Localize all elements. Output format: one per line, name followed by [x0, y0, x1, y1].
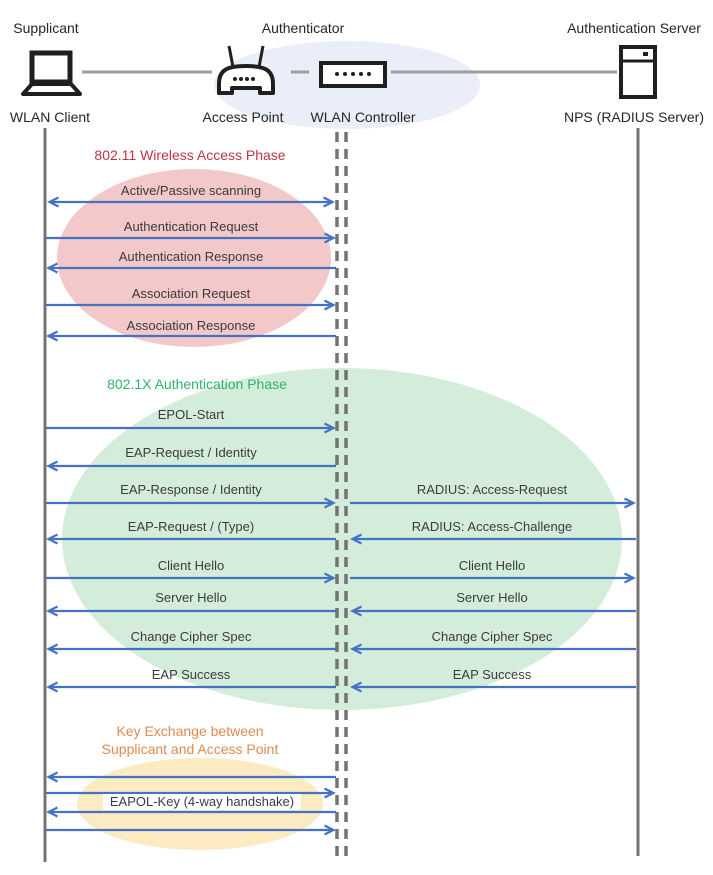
- phase3-title-line1: Key Exchange between: [116, 723, 264, 739]
- message-label: EPOL-Start: [157, 407, 225, 422]
- role-supplicant: Supplicant: [13, 20, 79, 36]
- message-label: EAP-Response / Identity: [120, 482, 262, 497]
- message-label-eapol-key: EAPOL-Key (4-way handshake): [103, 794, 301, 810]
- phase2-title: 802.1X Authentication Phase: [107, 376, 287, 392]
- message-label: Client Hello: [458, 558, 526, 573]
- device-access-point: Access Point: [202, 109, 284, 125]
- message-label: Server Hello: [456, 590, 528, 605]
- role-authentication-server: Authentication Server: [567, 20, 701, 36]
- laptop-icon: [23, 53, 80, 94]
- phase3-title-line2: Supplicant and Access Point: [101, 741, 279, 757]
- message-label: Change Cipher Spec: [431, 629, 553, 644]
- message-label: EAP Success: [151, 667, 231, 682]
- message-label: RADIUS: Access-Request: [416, 482, 568, 497]
- message-label: Change Cipher Spec: [130, 629, 252, 644]
- role-authenticator: Authenticator: [261, 20, 345, 36]
- message-label: Active/Passive scanning: [120, 183, 262, 198]
- message-label: EAP-Request / (Type): [127, 519, 255, 534]
- message-label: Client Hello: [157, 558, 225, 573]
- message-label: EAP-Request / Identity: [125, 445, 257, 460]
- wlan-controller-icon: [321, 63, 385, 86]
- message-label: Authentication Request: [123, 219, 259, 234]
- device-nps-radius-server: NPS (RADIUS Server): [563, 109, 705, 125]
- message-label: Authentication Response: [118, 249, 264, 264]
- device-wlan-client: WLAN Client: [9, 109, 91, 125]
- message-label: Association Request: [131, 286, 251, 301]
- message-label: Association Response: [126, 318, 256, 333]
- phase1-title: 802.11 Wireless Access Phase: [94, 147, 286, 163]
- message-label: Server Hello: [155, 590, 227, 605]
- server-icon: [621, 47, 655, 97]
- message-label: RADIUS: Access-Challenge: [411, 519, 573, 534]
- message-label: EAP Success: [452, 667, 532, 682]
- device-wlan-controller: WLAN Controller: [310, 109, 416, 125]
